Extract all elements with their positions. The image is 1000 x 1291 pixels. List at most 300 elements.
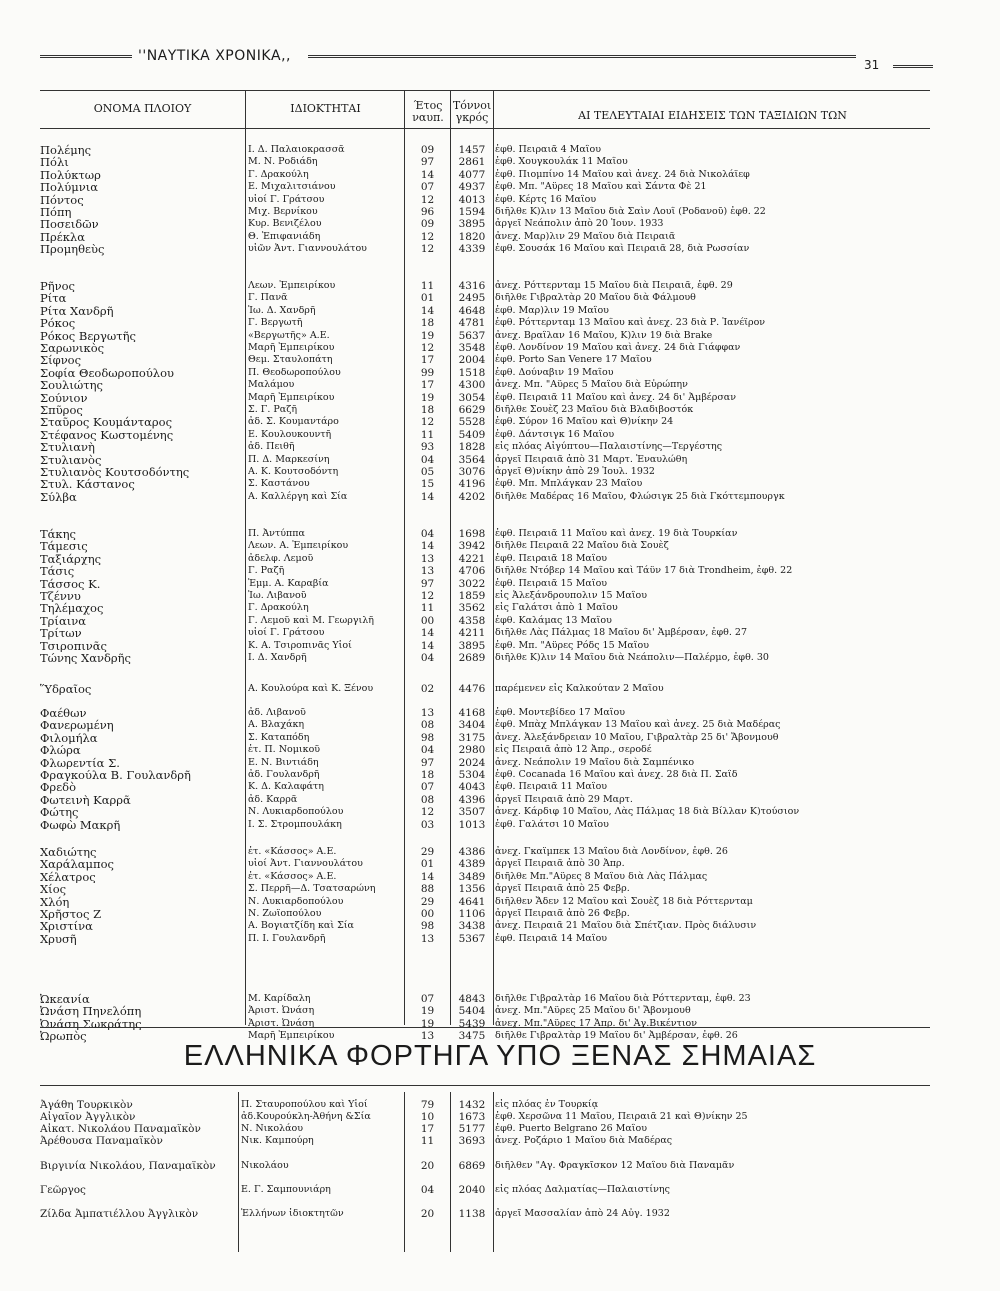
ship-owner: Μ. Ν. Ροδιάδη xyxy=(248,156,318,168)
build-year: 12 xyxy=(420,243,435,256)
build-year: 07 xyxy=(420,781,435,794)
foreign-ship-owner: Νικ. Καμπούρη xyxy=(241,1135,314,1146)
voyage-report: ἐφθ. Χουγκουλάκ 11 Μαΐου xyxy=(495,156,628,168)
build-year: 03 xyxy=(420,818,435,831)
ship-name: Ὠρωπὸς xyxy=(40,1030,87,1043)
build-year: 18 xyxy=(420,769,435,781)
tonnage: 3054 xyxy=(458,391,486,404)
build-year: 14 xyxy=(420,490,435,503)
foreign-ship-owner: ἀδ.Κουρούκλη-Ἀθήνη &Σία xyxy=(241,1111,371,1122)
foreign-ship-owner: Π. Σταυροπούλου καὶ Υἱοί xyxy=(241,1099,368,1110)
ship-owner: Ν. Λυκιαρδοπούλου xyxy=(248,806,344,818)
ship-owner: Μαλάμου xyxy=(248,379,295,391)
build-year: 05 xyxy=(420,466,435,478)
build-year: 17 xyxy=(420,354,435,367)
build-year: 04 xyxy=(420,652,435,664)
col-divider-4 xyxy=(493,90,494,1025)
ship-name: Σαρωνικὸς xyxy=(40,342,105,355)
build-year: 19 xyxy=(420,1017,435,1030)
foreign-tonnage: 5177 xyxy=(458,1123,486,1135)
build-year: 88 xyxy=(420,883,435,896)
ship-owner: Α. Κ. Κουτσοδόντη xyxy=(248,466,339,477)
ship-name: Φρεδὸ xyxy=(40,781,76,794)
voyage-report: ἐφθ. Δούναβιν 19 Μαΐου xyxy=(495,366,614,378)
ship-owner: Ε. Μιχαλιτσιάνου xyxy=(248,181,336,193)
build-year: 93 xyxy=(420,441,435,454)
build-year: 02 xyxy=(420,683,435,695)
ship-owner: Ι. Σ. Στρομπουλάκη xyxy=(248,818,342,830)
voyage-report: ἐφθ. Γαλάτσι 10 Μαΐου xyxy=(495,818,609,830)
voyage-report: ἐφθ. Porto San Venere 17 Μαΐου xyxy=(495,354,652,366)
tonnage: 4013 xyxy=(458,193,486,206)
ship-owner: Γ. Δρακούλη xyxy=(248,602,309,614)
tonnage: 1594 xyxy=(458,206,486,218)
ship-name: Φανερωμένη xyxy=(40,719,114,732)
tonnage: 3022 xyxy=(458,577,486,590)
ship-name: Σύλβα xyxy=(40,490,77,504)
ship-owner: Μαρῆ Ἐμπειρίκου xyxy=(248,342,335,353)
ship-name: Τσιροπινᾶς xyxy=(40,639,107,652)
ship-name: Ὕδραῖος xyxy=(40,683,92,696)
build-year: 97 xyxy=(420,156,435,169)
tonnage: 5304 xyxy=(458,769,486,781)
voyage-report: ἀνεχ. Μαρ)λιν 29 Μαΐου διὰ Πειραιᾶ xyxy=(495,230,676,242)
build-year: 04 xyxy=(420,453,435,466)
build-year: 01 xyxy=(420,292,435,305)
voyage-report: ἀνεχ. Μπ. "Αϋρες 5 Μαΐου διὰ Εὐρώπην xyxy=(495,379,688,391)
tonnage: 2495 xyxy=(458,292,486,305)
ship-name: Χαράλαμπος xyxy=(40,858,114,871)
voyage-report: παρέμενεν εἰς Καλκούταν 2 Μαΐου xyxy=(495,683,664,694)
build-year: 18 xyxy=(420,404,435,416)
ship-owner: ἀδ. Καρρᾶ xyxy=(248,793,298,805)
build-year: 11 xyxy=(420,280,435,292)
tonnage: 4706 xyxy=(458,565,486,578)
ship-name: Χρυσῆ xyxy=(40,932,77,946)
tonnage: 5367 xyxy=(458,932,486,945)
ship-name: Ρίτα xyxy=(40,292,67,305)
ship-name: Φώτης xyxy=(40,806,79,819)
ship-name: Στυλιανὸς xyxy=(40,453,102,466)
ship-name: Στέφανος Κωστομένης xyxy=(40,428,174,442)
foreign-tonnage: 1432 xyxy=(458,1099,486,1111)
build-year: 97 xyxy=(420,577,435,590)
ship-name: Τώνης Χανδρῆς xyxy=(40,652,131,665)
tonnage: 2024 xyxy=(458,756,486,769)
voyage-report: ἐφθ. Σύρον 16 Μαΐου καὶ Θ)νίκην 24 xyxy=(495,416,674,428)
build-year: 07 xyxy=(420,993,435,1005)
ship-name: Ρίτα Χανδρῆ xyxy=(40,304,114,318)
voyage-report: ἀργεῖ Πειραιᾶ ἀπὸ 26 Φεβρ. xyxy=(495,908,630,919)
tonnage: 1013 xyxy=(458,818,486,831)
ship-name: Ὠνάση Πηνελόπη xyxy=(40,1005,142,1018)
ship-name: Τηλέμαχος xyxy=(40,602,104,615)
tonnage: 1106 xyxy=(458,908,486,920)
tonnage: 3438 xyxy=(458,920,486,933)
build-year: 11 xyxy=(420,602,435,615)
ship-name: Τρίτων xyxy=(40,627,82,640)
tonnage: 1859 xyxy=(458,590,486,602)
voyage-report: ἀργεῖ Θ)νίκην ἀπὸ 29 Ἰουλ. 1932 xyxy=(495,466,655,477)
ship-owner: Ε. Ν. Βιντιάδη xyxy=(248,756,319,768)
tonnage: 2861 xyxy=(458,156,486,169)
build-year: 12 xyxy=(420,193,435,206)
ship-name: Τάσσος Κ. xyxy=(40,577,101,590)
ship-owner: «Βεργωτῆς» Α.Ε. xyxy=(248,329,330,341)
ship-name: Σοφία Θεοδωροπούλου xyxy=(40,366,175,380)
ship-name: Σταῦρος Κουμάνταρος xyxy=(40,416,173,429)
foreign-build-year: 17 xyxy=(420,1123,435,1135)
table-bottom-rule xyxy=(40,1027,930,1028)
tonnage: 4641 xyxy=(458,895,486,908)
ship-owner: Ἀριστ. Ὠνάση xyxy=(248,1017,315,1029)
tonnage: 1698 xyxy=(458,528,486,540)
voyage-report: ἐφθ. Πειραιᾶ 4 Μαΐου xyxy=(495,144,602,155)
ship-owner: Μιχ. Βερνίκου xyxy=(248,206,318,217)
ship-owner: υἱοί Ἀντ. Γιαννουλάτου xyxy=(248,858,363,870)
foreign-ship-owner: Ν. Νικολάου xyxy=(241,1123,303,1134)
ship-name: Φραγκούλα Β. Γουλανδρῆ xyxy=(40,769,191,782)
build-year: 98 xyxy=(420,920,435,933)
ship-owner: Α. Βλαχάκη xyxy=(248,719,305,731)
voyage-report: διῆλθε Λὰς Πάλμας 18 Μαΐου δι' Ἀμβέρσαν, ἐφθ. 27 xyxy=(495,627,747,639)
foreign-ship-owner: Νικολάου xyxy=(241,1160,289,1171)
voyage-report: ἀργεῖ Πειραιᾶ ἀπὸ 29 Μαρτ. xyxy=(495,793,633,805)
build-year: 19 xyxy=(420,391,435,404)
foreign-ship-name: Αἰκατ. Νικολάου Παναμαϊκὸν xyxy=(40,1123,201,1135)
foreign-voyage-report: ἀργεῖ Μασσαλίαν ἀπὸ 24 Αὐγ. 1932 xyxy=(495,1208,670,1219)
voyage-report: διῆλθε Ντόβερ 14 Μαΐου καὶ Τάϋν 17 διὰ Trondheim, ἐφθ. 22 xyxy=(495,565,793,577)
ship-owner: Ε. Κουλουκουντῆ xyxy=(248,428,332,440)
ship-name: Σίφνος xyxy=(40,354,82,367)
build-year: 97 xyxy=(420,756,435,769)
build-year: 12 xyxy=(420,590,435,602)
ship-name: Πολέμης xyxy=(40,144,92,157)
ship-name: Τάμεσις xyxy=(40,540,88,553)
tonnage: 4843 xyxy=(458,993,486,1005)
voyage-report: ἀνεχ. Μπ."Αϋρες 17 Ἀπρ. δι' Ἀγ.Βικέντιον xyxy=(495,1017,698,1029)
ship-name: Φωτεινὴ Καρρᾶ xyxy=(40,793,131,807)
ship-owner: Γ. Πανᾶ xyxy=(248,292,288,304)
voyage-report: διῆλθε Κ)λιν 13 Μαΐου διὰ Σαὶν Λουΐ (Ροδανοῦ) ἐφθ. 22 xyxy=(495,206,766,217)
ship-owner: ἐτ. «Κάσσος» Α.Ε. xyxy=(248,870,337,882)
ship-owner: Ι. Δ. Χανδρῆ xyxy=(248,652,307,663)
tonnage: 5409 xyxy=(458,428,486,441)
tonnage: 3175 xyxy=(458,731,486,744)
tonnage: 3404 xyxy=(458,719,486,732)
tonnage: 3507 xyxy=(458,806,486,819)
build-year: 08 xyxy=(420,719,435,732)
foreign-voyage-report: εἰς πλόας Δαλματίας—Παλαιστίνης xyxy=(495,1184,670,1195)
ship-name: Σουλιώτης xyxy=(40,379,103,392)
ship-owner: Γ. Ραζῆ xyxy=(248,565,285,577)
tonnage: 4339 xyxy=(458,243,486,256)
ship-owner: Λεων. Ἐμπειρίκου xyxy=(248,280,336,291)
tonnage: 4168 xyxy=(458,707,486,719)
tonnage: 4781 xyxy=(458,317,486,330)
ship-owner: Σ. Γ. Ραζῆ xyxy=(248,404,298,415)
build-year: 96 xyxy=(420,206,435,218)
ship-owner: Μαρῆ Ἐμπειρίκου xyxy=(248,391,335,403)
voyage-report: διῆλθε Γιβραλτὰρ 20 Μαΐου διὰ Φάλμουθ xyxy=(495,292,696,304)
foreign-tonnage: 1673 xyxy=(458,1111,486,1123)
voyage-report: ἀργεῖ Πειραιᾶ ἀπὸ 31 Μαρτ. Ἐναυλώθη xyxy=(495,453,688,465)
ship-name: Σπῦρος xyxy=(40,404,83,417)
build-year: 15 xyxy=(420,478,435,491)
tonnage: 3475 xyxy=(458,1030,486,1043)
ship-name: Φλώρα xyxy=(40,744,81,757)
ship-owner: Θεμ. Σταυλοπάτη xyxy=(248,354,333,366)
voyage-report: ἀνεχ. Μπ."Αϋρες 25 Μαΐου δι' Ἄβονμουθ xyxy=(495,1005,691,1017)
tonnage: 4196 xyxy=(458,478,486,491)
ship-owner: Ν. Λυκιαρδοπούλου xyxy=(248,895,344,907)
tonnage: 3895 xyxy=(458,218,486,231)
header-rule-right xyxy=(308,55,856,58)
tonnage: 5528 xyxy=(458,416,486,429)
voyage-report: διῆλθεν Ἄδεν 12 Μαΐου καὶ Σουὲζ 18 διὰ Ρόττερνταμ xyxy=(495,895,753,907)
build-year: 00 xyxy=(420,614,435,627)
header-ship-name: ΟΝΟΜΑ ΠΛΟΙΟΥ xyxy=(93,102,192,115)
tonnage: 4221 xyxy=(458,552,486,565)
voyage-report: ἐφθ. Σουσάκ 16 Μαΐου καὶ Πειραιᾶ 28, διὰ Ρωσσίαν xyxy=(495,243,750,255)
voyage-report: διῆλθε Γιβραλτὰρ 19 Μαΐου δι' Ἀμβέρσαν, ἐφθ. 26 xyxy=(495,1030,738,1042)
tonnage: 3895 xyxy=(458,639,486,652)
ship-name: Χρῆστος Ζ xyxy=(40,908,102,921)
voyage-report: ἐφθ. Μπὰχ Μπλάγκαν 13 Μαΐου καὶ ἀνεχ. 25 διὰ Μαδέρας xyxy=(495,719,781,731)
voyage-report: διῆλθε Κ)λιν 14 Μαΐου διὰ Νεάπολιν—Παλέρμο, ἐφθ. 30 xyxy=(495,652,769,663)
voyage-report: ἐφθ. Πειραιᾶ 15 Μαΐου xyxy=(495,577,608,589)
tonnage: 3562 xyxy=(458,602,486,615)
ship-name: Πρέκλα xyxy=(40,230,85,244)
tonnage: 2689 xyxy=(458,652,486,664)
voyage-report: ἐφθ. Ρόττερνταμ 13 Μαΐου καὶ ἀνεχ. 23 διὰ Ρ. Ἰανέϊρον xyxy=(495,317,766,329)
build-year: 14 xyxy=(420,639,435,652)
ship-owner: Μ. Καρίδαλη xyxy=(248,993,311,1004)
build-year: 01 xyxy=(420,858,435,871)
build-year: 18 xyxy=(420,317,435,330)
voyage-report: διῆλθε Σουὲζ 23 Μαΐου διὰ Βλαδιβοστόκ xyxy=(495,404,694,415)
voyage-report: ἐφθ. Πιομπίνο 14 Μαΐου καὶ ἀνεχ. 24 διὰ Νικολάϊεφ xyxy=(495,168,750,180)
tonnage: 4648 xyxy=(458,304,486,317)
voyage-report: εἰς πλόας Αἰγύπτου—Παλαιστίνης—Τεργέστης xyxy=(495,441,723,453)
foreign-tonnage: 1138 xyxy=(458,1208,486,1220)
ship-name: Ρῆνος xyxy=(40,280,75,293)
voyage-report: ἐφθ. Πειραιᾶ 14 Μαΐου xyxy=(495,932,608,944)
build-year: 13 xyxy=(420,1030,435,1043)
ship-name: Πολύκτωρ xyxy=(40,168,101,182)
voyage-report: ἀνεχ. Ἀλεξάνδρειαν 10 Μαΐου, Γιβραλτὰρ 25 δι' Ἄβονμουθ xyxy=(495,731,779,743)
ship-owner: Ἰω. Λιβανοῦ xyxy=(248,590,307,601)
ship-owner: Σ. Καστάνου xyxy=(248,478,310,490)
foreign-ship-name: Ἀρέθουσα Παναμαϊκὸν xyxy=(40,1135,163,1147)
ship-owner: Α. Καλλέργη καὶ Σία xyxy=(248,490,348,502)
foreign-ship-name: Αἰγαῖον Ἀγγλικὸν xyxy=(40,1111,136,1123)
foreign-ship-name: Ἀγάθη Τουρκικὸν xyxy=(40,1099,133,1111)
voyage-report: ἐφθ. Μοντεβίδεο 17 Μαΐου xyxy=(495,707,625,718)
ship-name: Στυλιανὴ xyxy=(40,441,95,454)
build-year: 98 xyxy=(420,731,435,744)
voyage-report: ἐφθ. Πειραιᾶ 18 Μαΐου xyxy=(495,552,608,564)
tonnage: 1457 xyxy=(458,144,486,156)
ship-name: Φλωρεντία Σ. xyxy=(40,756,120,769)
build-year: 00 xyxy=(420,908,435,920)
header-tonnage: Τόννοι γκρός xyxy=(452,99,492,124)
voyage-report: ἀνεχ. Νεάπολιν 19 Μαΐου διὰ Σαμπένικο xyxy=(495,756,695,768)
ship-owner: Σ. Περρῆ—Δ. Τσατσαρώνη xyxy=(248,883,376,895)
ship-name: Φωφὼ Μακρῆ xyxy=(40,818,121,831)
tonnage: 4300 xyxy=(458,379,486,392)
ship-name: Τάσις xyxy=(40,565,75,578)
foreign-col-divider-3 xyxy=(450,1092,451,1252)
tonnage: 2980 xyxy=(458,744,486,757)
ship-name: Χαδιώτης xyxy=(40,846,97,859)
build-year: 04 xyxy=(420,744,435,757)
voyage-report: εἰς Ἀλεξάνδρουπολιν 15 Μαΐου xyxy=(495,590,647,601)
foreign-ship-owner: Ε. Γ. Σαμπουνιάρη xyxy=(241,1184,331,1195)
ship-owner: Κυρ. Βενιζέλου xyxy=(248,218,322,230)
tonnage: 4202 xyxy=(458,490,486,503)
ship-owner: υἱῶν Ἀντ. Γιαννουλάτου xyxy=(248,243,367,255)
tonnage: 4316 xyxy=(458,280,486,292)
foreign-build-year: 20 xyxy=(420,1160,435,1172)
ship-owner: Π. Θεοδωροπούλου xyxy=(248,366,341,378)
foreign-voyage-report: εἰς πλόας ἐν Τουρκίᾳ xyxy=(495,1099,599,1110)
voyage-report: εἰς Πειραιᾶ ἀπὸ 12 Ἀπρ., σεροδέ xyxy=(495,744,652,756)
voyage-report: ἀργεῖ Πειραιᾶ ἀπὸ 25 Φεβρ. xyxy=(495,883,630,895)
build-year: 29 xyxy=(420,895,435,908)
voyage-report: διῆλθε Πειραιᾶ 22 Μαΐου διὰ Σουὲζ xyxy=(495,540,669,552)
build-year: 13 xyxy=(420,707,435,719)
tonnage: 3548 xyxy=(458,342,486,354)
voyage-report: ἐφθ. Πειραιᾶ 11 Μαΐου καὶ ἀνεχ. 19 διὰ Τουρκίαν xyxy=(495,528,738,539)
col-divider-1 xyxy=(245,90,246,1025)
build-year: 12 xyxy=(420,416,435,429)
tonnage: 1828 xyxy=(458,441,486,454)
foreign-tonnage: 2040 xyxy=(458,1184,486,1196)
ship-name: Προμηθεὺς xyxy=(40,243,105,256)
ship-owner: Λεων. Α. Ἐμπειρίκου xyxy=(248,540,349,552)
col-divider-3 xyxy=(450,90,451,1025)
foreign-voyage-report: ἀνεχ. Ροζάριο 1 Μαΐου διὰ Μαδέρας xyxy=(495,1135,673,1146)
tonnage: 5439 xyxy=(458,1017,486,1030)
build-year: 12 xyxy=(420,230,435,243)
build-year: 12 xyxy=(420,342,435,354)
build-year: 09 xyxy=(420,144,435,156)
foreign-voyage-report: ἐφθ. Puerto Belgrano 26 Μαΐου xyxy=(495,1123,647,1134)
ship-name: Ὠνάση Σωκράτης xyxy=(40,1017,142,1031)
voyage-report: ἀργεῖ Πειραιᾶ ἀπὸ 30 Ἀπρ. xyxy=(495,858,625,870)
ship-owner: ἀδ. Λιβανοῦ xyxy=(248,707,306,718)
foreign-build-year: 04 xyxy=(420,1184,435,1196)
build-year: 13 xyxy=(420,552,435,565)
voyage-report: ἀργεῖ Νεάπολιν ἀπὸ 20 Ἰουν. 1933 xyxy=(495,218,664,230)
ship-name: Χριστίνα xyxy=(40,920,93,933)
foreign-build-year: 11 xyxy=(420,1135,435,1147)
ship-name: Πόντος xyxy=(40,193,84,206)
build-year: 99 xyxy=(420,366,435,379)
ship-owner: Σ. Καταπόδη xyxy=(248,731,310,743)
ship-name: Στυλιανὸς Κουτσοδόντης xyxy=(40,466,190,479)
foreign-ship-name: Βιργινία Νικολάου, Παναμαϊκὸν xyxy=(40,1160,216,1172)
ship-owner: Γ. Λεμοῦ καὶ Μ. Γεωργιλῆ xyxy=(248,614,374,626)
tonnage: 3489 xyxy=(458,870,486,883)
voyage-report: ἐφθ. Μπ. "Αϋρες Ρόδς 15 Μαΐου xyxy=(495,639,650,651)
ship-owner: Ἐμμ. Α. Καραβία xyxy=(248,577,329,589)
voyage-report: ἐφθ. Πειραιᾶ 11 Μαΐου καὶ ἀνεχ. 24 δι' Ἀμβέρσαν xyxy=(495,391,736,403)
ship-owner: Κ. Α. Τσιροπινᾶς Υἱοί xyxy=(248,639,352,651)
tonnage: 5404 xyxy=(458,1005,486,1018)
voyage-report: διῆλθε Μαδέρας 16 Μαΐου, Φλώσιγκ 25 διὰ Γκόττεμπουργκ xyxy=(495,490,785,502)
foreign-ship-name: Γεῶργος xyxy=(40,1184,86,1196)
ship-owner: Κ. Δ. Καλαφάτη xyxy=(248,781,324,793)
tonnage: 4386 xyxy=(458,846,486,858)
voyage-report: ἐφθ. Δάντσιγκ 16 Μαΐου xyxy=(495,428,615,440)
tonnage: 2004 xyxy=(458,354,486,367)
voyage-report: ἀνεχ. Ρόττερνταμ 15 Μαΐου διὰ Πειραιᾶ, ἐφθ. 29 xyxy=(495,280,733,291)
build-year: 13 xyxy=(420,565,435,578)
page-number: 31 xyxy=(864,58,880,72)
tonnage: 3076 xyxy=(458,466,486,478)
ship-owner: Π. Ι. Γουλανδρῆ xyxy=(248,932,326,944)
tonnage: 1356 xyxy=(458,883,486,896)
foreign-voyage-report: διῆλθεν "Αγ. Φραγκῖσκον 12 Μαΐου διὰ Παναμᾶν xyxy=(495,1160,735,1171)
ship-owner: ἐτ. Π. Νομικοῦ xyxy=(248,744,321,756)
build-year: 14 xyxy=(420,168,435,181)
build-year: 19 xyxy=(420,1005,435,1018)
ship-name: Τάκης xyxy=(40,528,76,541)
build-year: 08 xyxy=(420,793,435,806)
voyage-report: ἐφθ. Μαρ)λιν 19 Μαΐου xyxy=(495,304,609,316)
build-year: 07 xyxy=(420,181,435,194)
ship-owner: ἀδ. Σ. Κουμαντάρο xyxy=(248,416,339,428)
ship-owner: Π. Ἀντύππα xyxy=(248,528,305,539)
ship-name: Ρόκος Βεργωτῆς xyxy=(40,329,136,342)
voyage-report: ἐφθ. Μπ. Μπλάγκαν 23 Μαΐου xyxy=(495,478,643,490)
tonnage: 4396 xyxy=(458,793,486,806)
foreign-ship-name: Ζίλδα Ἀμπατιέλλου Ἀγγλικὸν xyxy=(40,1208,199,1220)
header-owners: ΙΔΙΟΚΤΗΤΑΙ xyxy=(290,102,361,115)
ship-name: Τζέννυ xyxy=(40,590,81,603)
build-year: 19 xyxy=(420,329,435,342)
foreign-build-year: 20 xyxy=(420,1208,435,1220)
foreign-voyage-report: ἐφθ. Χερσῶνα 11 Μαΐου, Πειραιᾶ 21 καὶ Θ)νίκην 25 xyxy=(495,1111,748,1122)
ship-owner: Π. Δ. Μαρκεσίνη xyxy=(248,453,330,465)
header-bottom-rule xyxy=(40,128,930,129)
voyage-report: ἐφθ. Καλάμας 13 Μαΐου xyxy=(495,614,612,626)
running-title: ''ΝΑΥΤΙΚΑ ΧΡΟΝΙΚΑ,, xyxy=(138,48,291,64)
ship-name: Χλόη xyxy=(40,895,70,908)
ship-name: Τρίαινα xyxy=(40,614,86,628)
ship-owner: Ἀριστ. Ὠνάση xyxy=(248,1005,315,1017)
ship-name: Χέλατρος xyxy=(40,870,96,884)
build-year: 13 xyxy=(420,932,435,945)
tonnage: 4211 xyxy=(458,627,486,640)
voyage-report: διῆλθε Μπ."Αϋρες 8 Μαΐου διὰ Λὰς Πάλμας xyxy=(495,870,708,882)
header-year: Έτος ναυπ. xyxy=(412,99,444,124)
tonnage: 4476 xyxy=(458,683,486,695)
tonnage: 4389 xyxy=(458,858,486,871)
ship-name: Ρόκος xyxy=(40,317,76,330)
voyage-report: διῆλθε Γιβραλτὰρ 16 Μαΐου διὰ Ρόττερνταμ, ἐφθ. 23 xyxy=(495,993,751,1004)
build-year: 14 xyxy=(420,304,435,317)
ship-owner: Μαρῆ Ἐμπειρίκου xyxy=(248,1030,335,1042)
tonnage: 3564 xyxy=(458,453,486,466)
build-year: 04 xyxy=(420,528,435,540)
header-reports: ΑΙ ΤΕΛΕΥΤΑΙΑΙ ΕΙΔΗΣΕΙΣ ΤΩΝ ΤΑΞΙΔΙΩΝ ΤΩΝ xyxy=(578,109,847,122)
ship-name: Πολύμνια xyxy=(40,181,98,194)
voyage-report: ἐφθ. Κέρτς 16 Μαΐου xyxy=(495,193,597,205)
ship-owner: Γ. Βεργωτῆ xyxy=(248,317,303,329)
